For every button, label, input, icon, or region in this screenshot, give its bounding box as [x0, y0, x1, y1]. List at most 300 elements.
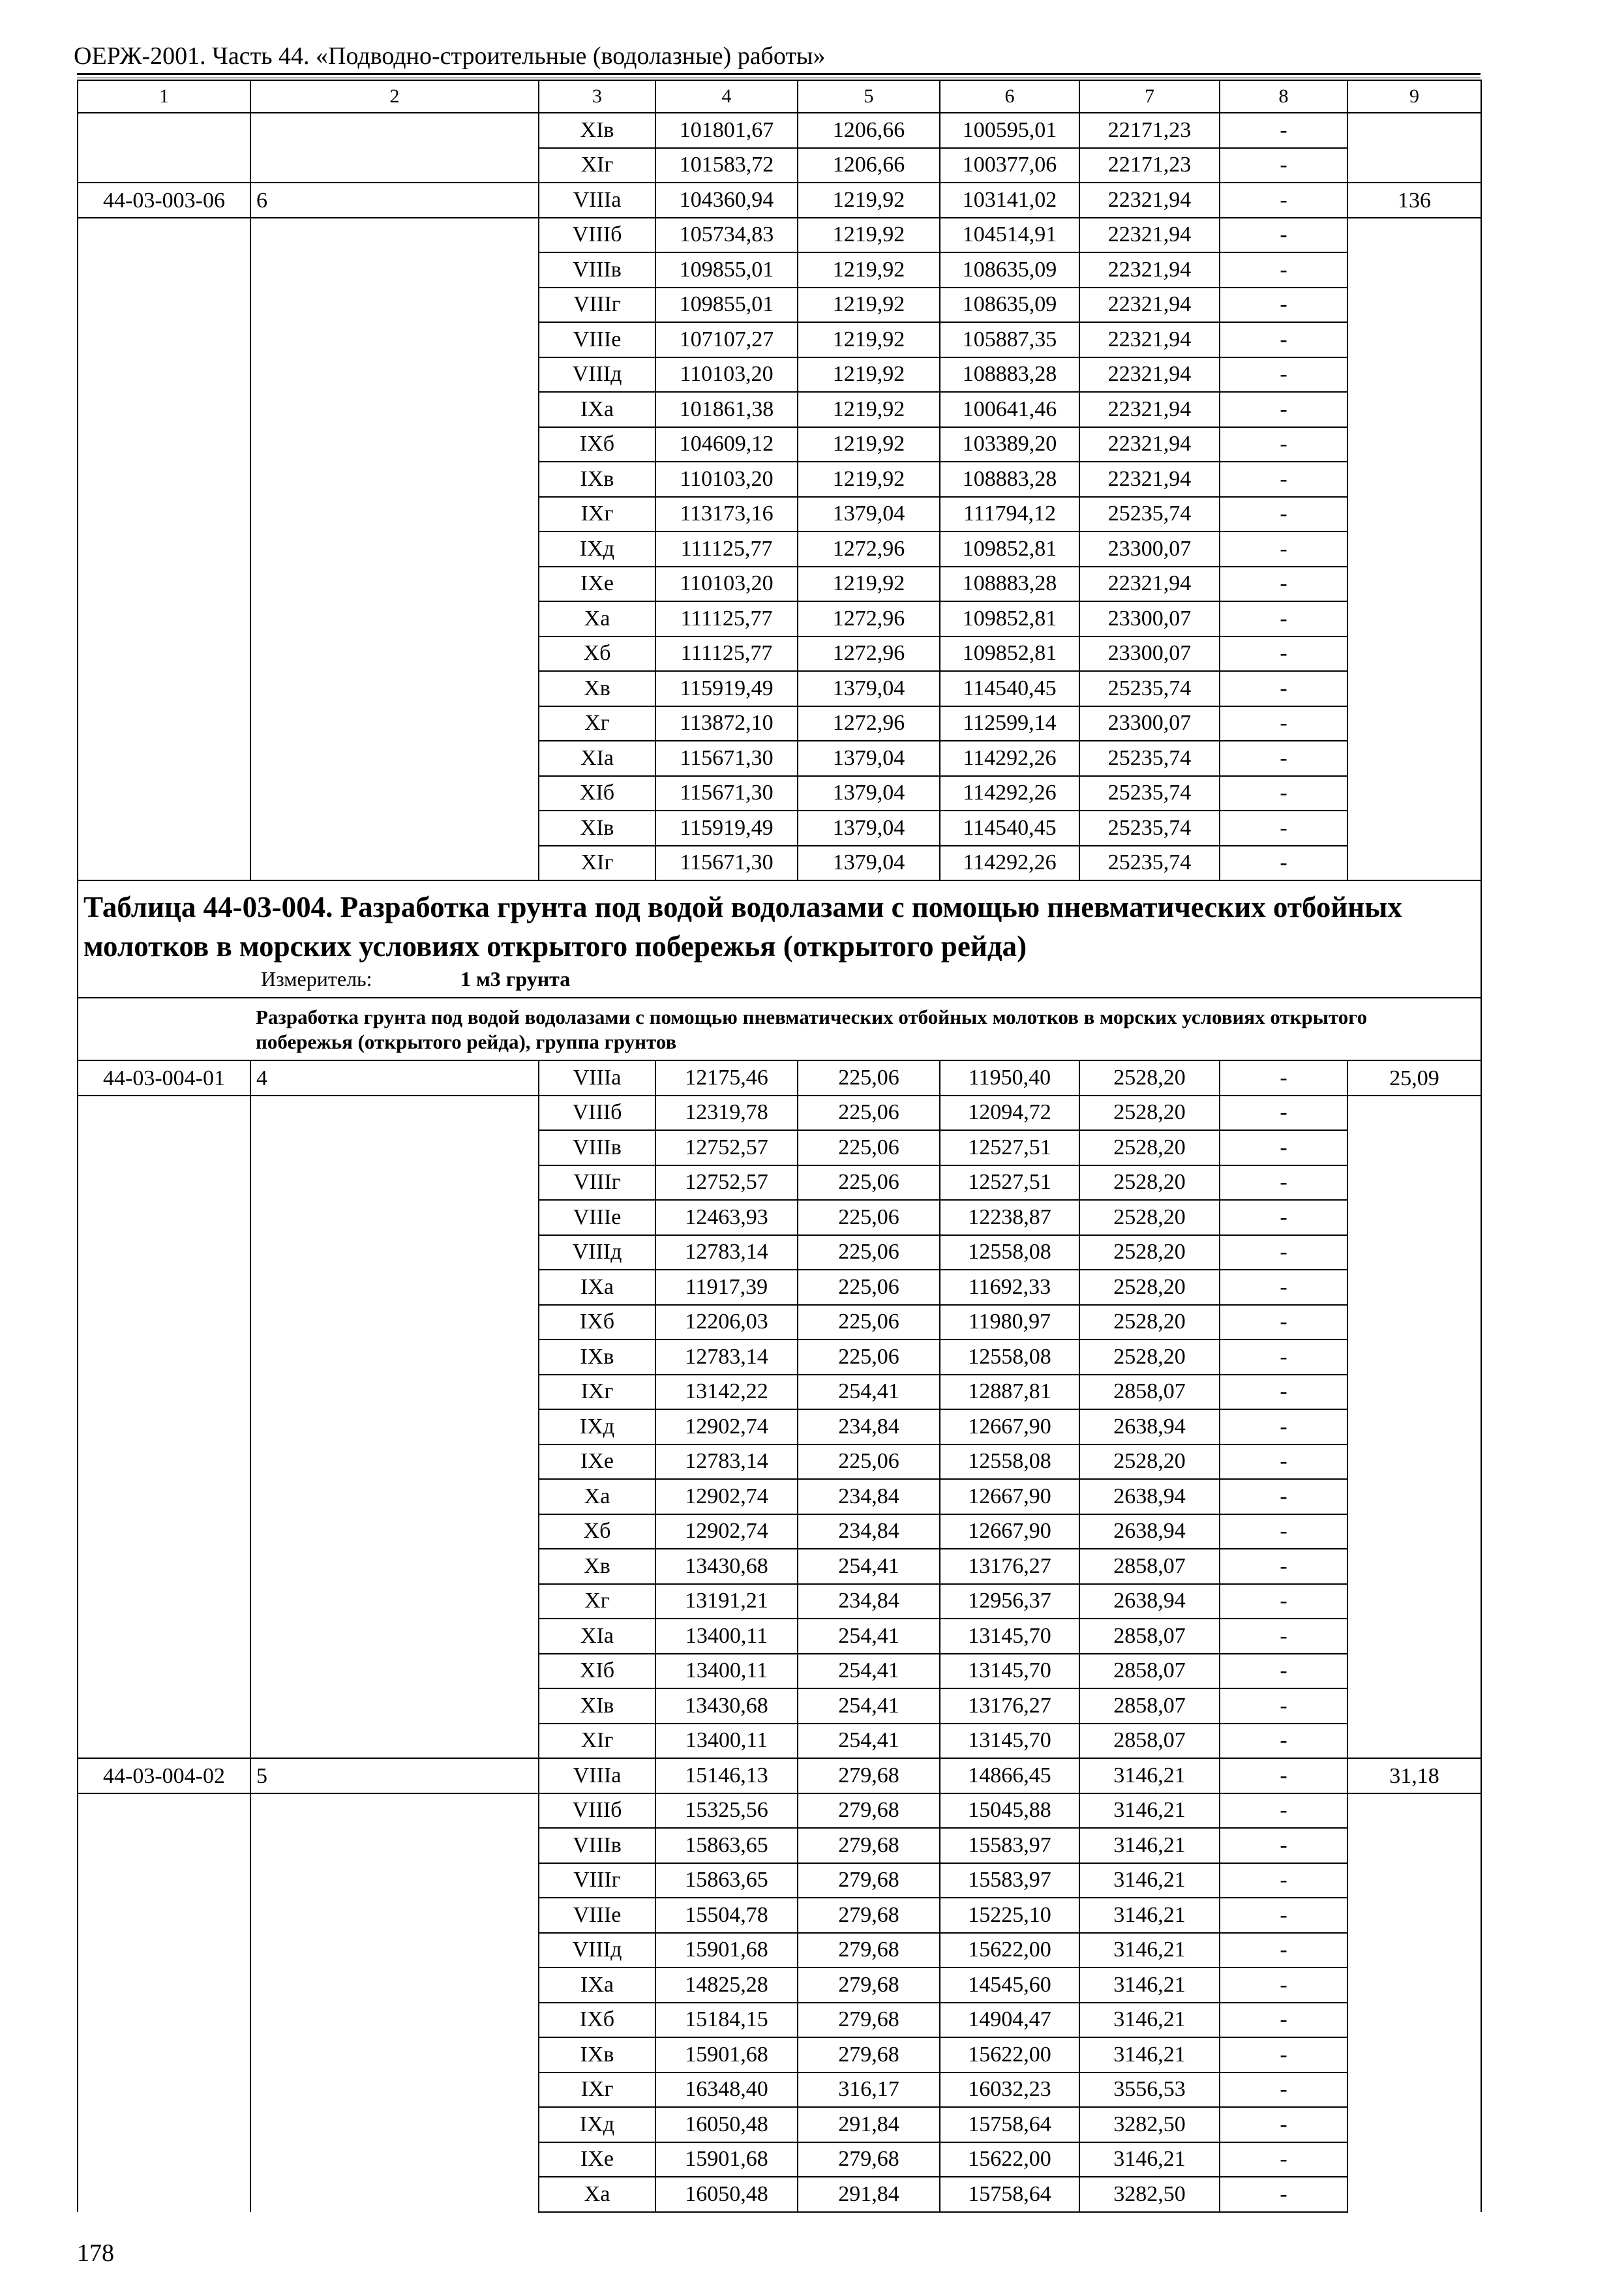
table-row [78, 113, 1481, 148]
value-cell: 109855,01 [655, 252, 798, 288]
weight-cell [1347, 1305, 1481, 1340]
param-cell: 6 [250, 183, 539, 218]
table-row [78, 252, 1481, 288]
value-cell: - [1220, 811, 1347, 846]
value-cell: 254,41 [798, 1724, 940, 1759]
value-cell: 15325,56 [655, 1793, 798, 1829]
value-cell: 2858,07 [1079, 1688, 1220, 1724]
code-cell [78, 1165, 250, 1201]
value-cell: 2858,07 [1079, 1549, 1220, 1584]
param-cell [250, 601, 539, 636]
table-row [78, 1165, 1481, 1201]
param-cell [250, 567, 539, 602]
value-cell: - [1220, 1235, 1347, 1270]
value-cell: 107107,27 [655, 322, 798, 357]
value-cell: - [1220, 1060, 1347, 1096]
value-cell: 254,41 [798, 1549, 940, 1584]
value-cell: 1272,96 [798, 601, 940, 636]
value-cell: 12956,37 [940, 1584, 1079, 1619]
param-cell [250, 2037, 539, 2072]
param-cell [250, 1967, 539, 2003]
value-cell: 12667,90 [940, 1479, 1079, 1514]
code-cell [78, 1863, 250, 1898]
value-cell: 2638,94 [1079, 1479, 1220, 1514]
code-cell [78, 1654, 250, 1689]
value-cell: 22321,94 [1079, 462, 1220, 497]
category-cell: Xб [539, 636, 655, 672]
value-cell: 15758,64 [940, 2177, 1079, 2212]
value-cell: 225,06 [798, 1200, 940, 1235]
value-cell: 101801,67 [655, 113, 798, 148]
value-cell: 2528,20 [1079, 1444, 1220, 1480]
category-cell: VIIIв [539, 1828, 655, 1863]
table-row [78, 1514, 1481, 1549]
value-cell: 22321,94 [1079, 567, 1220, 602]
code-cell [78, 1688, 250, 1724]
category-cell: Xв [539, 1549, 655, 1584]
value-cell: 22321,94 [1079, 322, 1220, 357]
table-row [78, 2037, 1481, 2072]
value-cell: - [1220, 636, 1347, 672]
value-cell: 15901,68 [655, 2142, 798, 2177]
value-cell: 101583,72 [655, 148, 798, 183]
value-cell: 1219,92 [798, 392, 940, 427]
value-cell: 13191,21 [655, 1584, 798, 1619]
value-cell: 12667,90 [940, 1514, 1079, 1549]
table-row [78, 1200, 1481, 1235]
value-cell: - [1220, 252, 1347, 288]
weight-cell [1347, 601, 1481, 636]
value-cell: - [1220, 1479, 1347, 1514]
value-cell: 22171,23 [1079, 113, 1220, 148]
value-cell: 114540,45 [940, 671, 1079, 706]
value-cell: 1219,92 [798, 462, 940, 497]
param-cell [250, 113, 539, 148]
value-cell: 1379,04 [798, 497, 940, 532]
value-cell: 1379,04 [798, 671, 940, 706]
value-cell: 22171,23 [1079, 148, 1220, 183]
value-cell: 108883,28 [940, 567, 1079, 602]
value-cell: - [1220, 706, 1347, 741]
value-cell: 15225,10 [940, 1898, 1079, 1933]
value-cell: 12206,03 [655, 1305, 798, 1340]
value-cell: 114540,45 [940, 811, 1079, 846]
category-cell: IXд [539, 2107, 655, 2142]
value-cell: - [1220, 148, 1347, 183]
value-cell: 14825,28 [655, 1967, 798, 2003]
weight-cell [1347, 1409, 1481, 1444]
code-cell: 44-03-004-01 [78, 1060, 250, 1096]
value-cell: 22321,94 [1079, 288, 1220, 323]
value-cell: - [1220, 1724, 1347, 1759]
value-cell: - [1220, 427, 1347, 462]
weight-cell [1347, 1793, 1481, 1829]
weight-cell [1347, 392, 1481, 427]
table-title-cell [78, 880, 1481, 998]
table-row [78, 1549, 1481, 1584]
value-cell: 3146,21 [1079, 1933, 1220, 1968]
table-row [78, 2107, 1481, 2142]
weight-cell [1347, 1933, 1481, 1968]
value-cell: - [1220, 1967, 1347, 2003]
value-cell: 234,84 [798, 1514, 940, 1549]
value-cell: 108883,28 [940, 462, 1079, 497]
code-cell [78, 1967, 250, 2003]
weight-cell [1347, 2037, 1481, 2072]
measure-row [83, 968, 1475, 989]
value-cell: 16032,23 [940, 2072, 1079, 2108]
table-row [78, 1270, 1481, 1305]
value-cell: - [1220, 497, 1347, 532]
value-cell: 22321,94 [1079, 392, 1220, 427]
category-cell: IXe [539, 1444, 655, 1480]
value-cell: - [1220, 1898, 1347, 1933]
value-cell: 15504,78 [655, 1898, 798, 1933]
column-number-cell: 3 [539, 80, 655, 113]
value-cell: 15622,00 [940, 2142, 1079, 2177]
value-cell: 1219,92 [798, 183, 940, 218]
value-cell: 12902,74 [655, 1479, 798, 1514]
group-heading: Разработка грунта под водой водолазами с помощью пневматических отбойных молотков в морских условиях открытого побережья (открытого рейда), группа грунтов [256, 1006, 1368, 1053]
value-cell: 15622,00 [940, 2037, 1079, 2072]
param-cell [250, 2142, 539, 2177]
value-cell: 23300,07 [1079, 531, 1220, 567]
param-cell [250, 252, 539, 288]
value-cell: 1272,96 [798, 706, 940, 741]
value-cell: 23300,07 [1079, 706, 1220, 741]
value-cell: 105734,83 [655, 218, 798, 253]
param-cell [250, 1375, 539, 1410]
weight-cell [1347, 1549, 1481, 1584]
code-cell: 44-03-003-06 [78, 183, 250, 218]
value-cell: - [1220, 531, 1347, 567]
header-rule [77, 73, 1481, 75]
value-cell: 25235,74 [1079, 811, 1220, 846]
value-cell: 108883,28 [940, 357, 1079, 393]
value-cell: 12558,08 [940, 1235, 1079, 1270]
weight-cell [1347, 2072, 1481, 2108]
param-cell [250, 1514, 539, 1549]
value-cell: 1219,92 [798, 252, 940, 288]
category-cell: XIв [539, 811, 655, 846]
code-cell [78, 1514, 250, 1549]
param-cell [250, 427, 539, 462]
category-cell: Xa [539, 2177, 655, 2212]
value-cell: 104609,12 [655, 427, 798, 462]
category-cell: Xa [539, 601, 655, 636]
category-cell: IXв [539, 1339, 655, 1375]
page-number: 178 [77, 2239, 114, 2267]
param-cell [250, 1130, 539, 1165]
value-cell: 15184,15 [655, 2003, 798, 2038]
table-row [78, 846, 1481, 881]
value-cell: - [1220, 2037, 1347, 2072]
weight-cell [1347, 567, 1481, 602]
value-cell: 291,84 [798, 2177, 940, 2212]
value-cell: 104360,94 [655, 183, 798, 218]
value-cell: - [1220, 1758, 1347, 1793]
value-cell: 12558,08 [940, 1444, 1079, 1480]
value-cell: 115671,30 [655, 776, 798, 811]
code-cell [78, 1200, 250, 1235]
value-cell: 15863,65 [655, 1828, 798, 1863]
code-cell [78, 322, 250, 357]
value-cell: 100641,46 [940, 392, 1079, 427]
value-cell: 2858,07 [1079, 1375, 1220, 1410]
value-cell: - [1220, 1409, 1347, 1444]
code-cell [78, 2037, 250, 2072]
table-row [78, 1339, 1481, 1375]
value-cell: - [1220, 1200, 1347, 1235]
value-cell: 3146,21 [1079, 1793, 1220, 1829]
value-cell: 12463,93 [655, 1200, 798, 1235]
weight-cell [1347, 1654, 1481, 1689]
table-row [78, 2177, 1481, 2212]
category-cell: IXд [539, 1409, 655, 1444]
code-cell [78, 1828, 250, 1863]
value-cell: - [1220, 392, 1347, 427]
value-cell: 279,68 [798, 2037, 940, 2072]
value-cell: - [1220, 846, 1347, 881]
table-row [78, 1724, 1481, 1759]
value-cell: - [1220, 288, 1347, 323]
value-cell: - [1220, 1375, 1347, 1410]
value-cell: 2858,07 [1079, 1619, 1220, 1654]
value-cell: 254,41 [798, 1688, 940, 1724]
value-cell: 15622,00 [940, 1933, 1079, 1968]
category-cell: IXб [539, 1305, 655, 1340]
category-cell: XIб [539, 776, 655, 811]
category-cell: IXв [539, 462, 655, 497]
category-cell: VIIIa [539, 1060, 655, 1096]
table-row [78, 322, 1481, 357]
param-cell [250, 1619, 539, 1654]
category-cell: VIIIa [539, 183, 655, 218]
code-cell [78, 1270, 250, 1305]
code-cell [78, 706, 250, 741]
value-cell: 3146,21 [1079, 1967, 1220, 2003]
weight-cell [1347, 1165, 1481, 1201]
weight-cell [1347, 288, 1481, 323]
value-cell: 115919,49 [655, 811, 798, 846]
weight-cell [1347, 1863, 1481, 1898]
value-cell: 3146,21 [1079, 1863, 1220, 1898]
param-cell [250, 531, 539, 567]
value-cell: 13145,70 [940, 1619, 1079, 1654]
param-cell [250, 1479, 539, 1514]
table-row [78, 1619, 1481, 1654]
value-cell: 225,06 [798, 1305, 940, 1340]
column-number-cell: 2 [250, 80, 539, 113]
param-cell: 4 [250, 1060, 539, 1096]
table-body [78, 80, 1481, 2212]
code-cell [78, 531, 250, 567]
column-number-cell: 8 [1220, 80, 1347, 113]
value-cell: 279,68 [798, 1863, 940, 1898]
value-cell: 1219,92 [798, 357, 940, 393]
value-cell: 109852,81 [940, 531, 1079, 567]
code-cell [78, 288, 250, 323]
code-cell [78, 601, 250, 636]
value-cell: - [1220, 218, 1347, 253]
value-cell: - [1220, 1863, 1347, 1898]
value-cell: - [1220, 1305, 1347, 1340]
value-cell: 22321,94 [1079, 183, 1220, 218]
value-cell: 115671,30 [655, 741, 798, 776]
value-cell: - [1220, 357, 1347, 393]
value-cell: 12319,78 [655, 1096, 798, 1131]
code-cell [78, 2072, 250, 2108]
measure-label: Измеритель: [261, 967, 372, 991]
code-cell [78, 1584, 250, 1619]
param-cell [250, 706, 539, 741]
category-cell: XIв [539, 113, 655, 148]
table-row [78, 1305, 1481, 1340]
value-cell: 111794,12 [940, 497, 1079, 532]
table-row [78, 567, 1481, 602]
value-cell: 12094,72 [940, 1096, 1079, 1131]
value-cell: 15758,64 [940, 2107, 1079, 2142]
value-cell: 12667,90 [940, 1409, 1079, 1444]
category-cell: VIIIб [539, 1096, 655, 1131]
code-cell [78, 2177, 250, 2212]
param-cell [250, 1096, 539, 1131]
value-cell: 25235,74 [1079, 846, 1220, 881]
param-cell [250, 218, 539, 253]
value-cell: 1219,92 [798, 288, 940, 323]
param-cell [250, 2003, 539, 2038]
category-cell: VIIIe [539, 1200, 655, 1235]
value-cell: 2528,20 [1079, 1270, 1220, 1305]
weight-cell [1347, 497, 1481, 532]
value-cell: 13400,11 [655, 1619, 798, 1654]
value-cell: - [1220, 776, 1347, 811]
category-cell: VIIIд [539, 1235, 655, 1270]
code-cell [78, 1409, 250, 1444]
value-cell: 14904,47 [940, 2003, 1079, 2038]
value-cell: - [1220, 671, 1347, 706]
code-cell [78, 2003, 250, 2038]
code-cell [78, 1375, 250, 1410]
code-cell [78, 427, 250, 462]
table-row [78, 1375, 1481, 1410]
value-cell: 254,41 [798, 1654, 940, 1689]
value-cell: 12175,46 [655, 1060, 798, 1096]
weight-cell [1347, 1584, 1481, 1619]
value-cell: 16050,48 [655, 2107, 798, 2142]
code-cell [78, 2142, 250, 2177]
value-cell: - [1220, 1549, 1347, 1584]
table-row [78, 1409, 1481, 1444]
value-cell: 12783,14 [655, 1444, 798, 1480]
value-cell: - [1220, 1165, 1347, 1201]
value-cell: 2858,07 [1079, 1654, 1220, 1689]
value-cell: 11692,33 [940, 1270, 1079, 1305]
category-cell: VIIIe [539, 322, 655, 357]
weight-cell [1347, 462, 1481, 497]
value-cell: 101861,38 [655, 392, 798, 427]
table-row [78, 706, 1481, 741]
param-cell [250, 1898, 539, 1933]
value-cell: 15045,88 [940, 1793, 1079, 1829]
weight-cell [1347, 636, 1481, 672]
param-cell [250, 636, 539, 672]
value-cell: 234,84 [798, 1479, 940, 1514]
param-cell [250, 1724, 539, 1759]
category-cell: IXг [539, 2072, 655, 2108]
value-cell: 2638,94 [1079, 1584, 1220, 1619]
value-cell: 115671,30 [655, 846, 798, 881]
value-cell: 13145,70 [940, 1724, 1079, 1759]
table-row [78, 1130, 1481, 1165]
table-row [78, 1933, 1481, 1968]
value-cell: 12238,87 [940, 1200, 1079, 1235]
category-cell: IXe [539, 567, 655, 602]
value-cell: - [1220, 462, 1347, 497]
value-cell: 12783,14 [655, 1235, 798, 1270]
value-cell: 115919,49 [655, 671, 798, 706]
value-cell: 108635,09 [940, 252, 1079, 288]
value-cell: 23300,07 [1079, 601, 1220, 636]
param-cell [250, 846, 539, 881]
value-cell: - [1220, 1270, 1347, 1305]
value-cell: 2528,20 [1079, 1235, 1220, 1270]
code-cell [78, 636, 250, 672]
table-row [78, 1654, 1481, 1689]
value-cell: 225,06 [798, 1165, 940, 1201]
group-heading-row [78, 998, 1481, 1060]
page-header-title: ОЕРЖ-2001. Часть 44. «Подводно-строительные (водолазные) работы» [74, 42, 826, 70]
value-cell: 1272,96 [798, 531, 940, 567]
weight-cell [1347, 706, 1481, 741]
value-cell: - [1220, 1619, 1347, 1654]
code-cell [78, 671, 250, 706]
code-cell [78, 497, 250, 532]
category-cell: Xб [539, 1514, 655, 1549]
category-cell: XIг [539, 1724, 655, 1759]
weight-cell [1347, 1444, 1481, 1480]
weight-cell [1347, 252, 1481, 288]
table-row [78, 531, 1481, 567]
value-cell: 103141,02 [940, 183, 1079, 218]
table-row [78, 1444, 1481, 1480]
value-cell: 1206,66 [798, 148, 940, 183]
value-cell: 225,06 [798, 1444, 940, 1480]
weight-cell [1347, 113, 1481, 148]
code-cell [78, 1933, 250, 1968]
weight-cell [1347, 741, 1481, 776]
value-cell: 3282,50 [1079, 2107, 1220, 2142]
param-cell [250, 462, 539, 497]
param-cell [250, 357, 539, 393]
param-cell [250, 1200, 539, 1235]
table-row [78, 601, 1481, 636]
value-cell: 15863,65 [655, 1863, 798, 1898]
param-cell [250, 811, 539, 846]
value-cell: 3556,53 [1079, 2072, 1220, 2108]
value-cell: 1219,92 [798, 567, 940, 602]
column-number-cell: 5 [798, 80, 940, 113]
value-cell: 13430,68 [655, 1549, 798, 1584]
value-cell: - [1220, 2003, 1347, 2038]
value-cell: 225,06 [798, 1270, 940, 1305]
table-row [78, 1479, 1481, 1514]
weight-cell: 25,09 [1347, 1060, 1481, 1096]
weight-cell [1347, 1200, 1481, 1235]
value-cell: 225,06 [798, 1235, 940, 1270]
value-cell: 3146,21 [1079, 1828, 1220, 1863]
weight-cell [1347, 1479, 1481, 1514]
